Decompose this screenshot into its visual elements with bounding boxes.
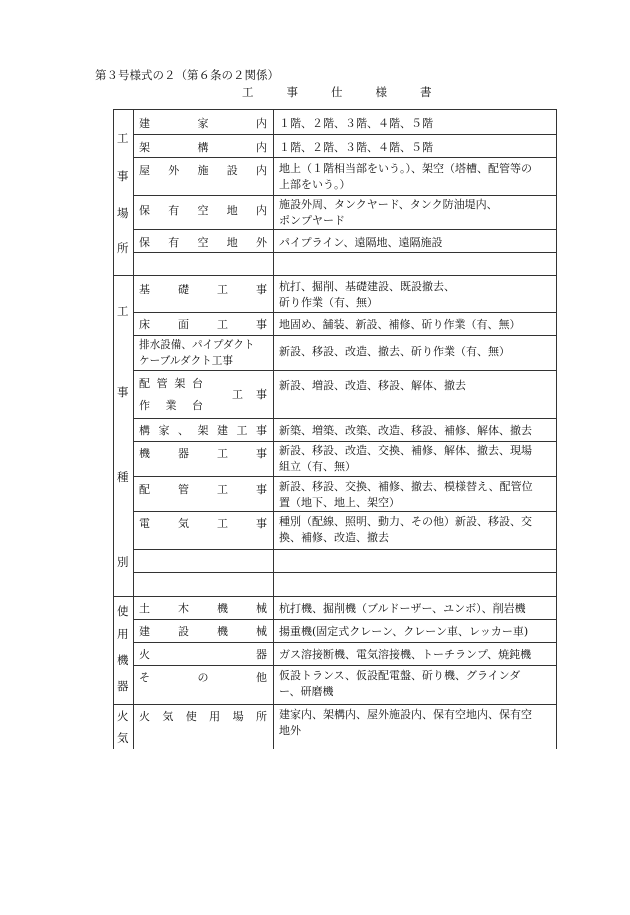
group-label-fire: 火 <box>117 709 129 723</box>
label-char: 外 <box>168 164 180 177</box>
form-number: 第３号様式の２（第６条の２関係） <box>95 68 279 82</box>
group-label-fire: 気 <box>117 731 129 745</box>
desc-line: 新設、移設、交換、補修、撤去、模様替え、配管位 <box>279 480 533 493</box>
row-separator <box>133 665 557 666</box>
label-char: 事 <box>256 424 267 437</box>
label-char: 有 <box>168 204 180 217</box>
row-separator <box>133 572 557 573</box>
desc-line: 換、補修、改造、撤去 <box>279 531 389 544</box>
row-label <box>139 670 267 686</box>
row-separator <box>133 229 557 230</box>
row-description <box>279 514 555 546</box>
label-char: 械 <box>256 602 267 615</box>
row-label <box>139 709 267 725</box>
label-char: 地 <box>226 204 238 217</box>
label-char: 内 <box>256 204 267 217</box>
row-label <box>139 601 267 617</box>
row-label-line: 排水設備、パイプダクト <box>139 339 255 351</box>
label-char: 内 <box>256 141 267 154</box>
desc-line: １階、２階、３階、４階、５階 <box>279 141 433 154</box>
column-divider <box>273 109 274 749</box>
label-char: 事 <box>256 483 267 496</box>
row-separator <box>133 312 557 313</box>
label-char: 火 <box>139 710 150 723</box>
row-label <box>232 387 267 403</box>
row-description <box>279 647 555 663</box>
row-separator <box>133 157 557 158</box>
label-char: 工 <box>217 318 228 331</box>
desc-line: １階、２階、３階、４階、５階 <box>279 117 433 130</box>
desc-line: 地固め、舗装、新設、補修、斫り作業（有、無） <box>279 318 521 331</box>
row-label <box>139 376 203 392</box>
group-label-equipment: 器 <box>117 679 129 693</box>
label-char: 械 <box>256 625 267 638</box>
label-char: 有 <box>168 236 180 249</box>
row-description <box>279 161 555 193</box>
label-char: そ <box>139 671 150 684</box>
label-char: 外 <box>256 236 267 249</box>
row-label <box>139 446 267 462</box>
label-char: 配 <box>139 377 150 390</box>
label-char: 使 <box>185 710 197 723</box>
label-char: 礎 <box>178 283 189 296</box>
desc-line: 新設、増設、改造、移設、解体、撤去 <box>279 379 466 392</box>
group-label-location: 所 <box>117 241 129 255</box>
label-char: 建 <box>139 117 150 130</box>
label-char: 機 <box>139 447 150 460</box>
row-description <box>279 668 555 700</box>
label-char: 工 <box>232 388 243 401</box>
row-description <box>279 116 555 132</box>
label-char: 作 <box>139 399 150 412</box>
label-char: 施 <box>197 164 209 177</box>
table-border-top <box>113 109 557 110</box>
group-label-kinds: 事 <box>117 385 129 399</box>
label-char: 設 <box>178 625 189 638</box>
label-char: 、 <box>178 424 189 437</box>
row-separator <box>133 252 557 253</box>
label-char: 他 <box>256 671 267 684</box>
group-label-equipment: 用 <box>117 627 129 641</box>
desc-line: 種別（配線、照明、動力、その他）新設、移設、交 <box>279 515 532 528</box>
desc-line: 新設、移設、改造、撤去、斫り作業（有、無） <box>279 345 510 358</box>
group-label-kinds: 種 <box>117 470 129 484</box>
desc-line: 地外 <box>279 724 301 737</box>
row-label <box>139 235 267 251</box>
row-description <box>279 197 555 229</box>
label-char: 事 <box>256 447 267 460</box>
row-description <box>279 378 555 394</box>
label-char: 架 <box>139 141 150 154</box>
label-char: 事 <box>256 388 267 401</box>
label-char: 架 <box>197 424 209 437</box>
row-label <box>139 203 267 219</box>
row-label <box>139 398 203 414</box>
label-char: 事 <box>256 318 267 331</box>
label-char: 機 <box>217 625 228 638</box>
desc-line: 揚重機(固定式クレーン、クレーン車、レッカー車) <box>279 625 529 638</box>
label-char: 配 <box>139 483 150 496</box>
row-label <box>139 116 267 132</box>
label-char: 家 <box>158 424 170 437</box>
row-separator <box>133 195 557 196</box>
label-char: 管 <box>178 483 189 496</box>
label-char: 火 <box>139 648 150 661</box>
row-description <box>279 235 555 251</box>
desc-line: ガス溶接断機、電気溶接機、トーチランプ、焼鈍機 <box>279 648 532 661</box>
row-description <box>279 443 555 475</box>
row-label <box>139 624 267 640</box>
desc-line: 置（地下、地上、架空） <box>279 496 400 509</box>
desc-line: 施設外周、タンクヤード、タンク防油堤内、 <box>279 198 498 211</box>
label-char: 所 <box>255 710 267 723</box>
label-char: 用 <box>209 710 221 723</box>
row-separator <box>133 549 557 550</box>
desc-line: 杭打、掘削、基礎建設、既設撤去、 <box>279 280 455 293</box>
group-separator <box>113 596 557 597</box>
label-char: 器 <box>178 447 189 460</box>
row-description <box>279 279 555 311</box>
group-label-equipment: 機 <box>117 653 129 667</box>
table-border-left <box>113 109 114 749</box>
label-char: 空 <box>197 204 209 217</box>
label-char: 内 <box>256 117 267 130</box>
label-char: 床 <box>139 318 150 331</box>
desc-line: 組立（有、無） <box>279 460 356 473</box>
desc-line: 上部をいう。） <box>279 178 351 191</box>
row-separator <box>133 441 557 442</box>
label-char: 面 <box>178 318 189 331</box>
label-char: 構 <box>139 424 150 437</box>
desc-line: パイプライン、遠隔地、遠隔施設 <box>279 236 443 249</box>
label-char: 工 <box>217 517 228 530</box>
row-separator <box>133 335 557 336</box>
desc-line: 斫り作業（有、無） <box>279 296 378 309</box>
row-description <box>279 423 555 439</box>
label-char: 架 <box>174 377 186 390</box>
label-char: 内 <box>256 164 267 177</box>
label-char: 気 <box>162 710 174 723</box>
label-char: 基 <box>139 283 150 296</box>
label-char: 管 <box>156 377 168 390</box>
row-description <box>279 140 555 156</box>
row-description <box>279 317 555 333</box>
row-description <box>279 479 555 511</box>
label-char: 気 <box>178 517 189 530</box>
desc-line: ー、研磨機 <box>279 685 334 698</box>
group-label-equipment: 使 <box>117 604 129 618</box>
label-char: 機 <box>217 602 228 615</box>
label-char: 台 <box>192 399 203 412</box>
label-char: 建 <box>217 424 228 437</box>
label-char: 土 <box>139 602 150 615</box>
label-char: 空 <box>197 236 209 249</box>
label-char: 工 <box>236 424 248 437</box>
desc-line: 仮設トランス、仮設配電盤、斫り機、グラインダ <box>279 669 521 682</box>
label-char: 器 <box>256 648 267 661</box>
row-label <box>139 482 267 498</box>
row-label <box>139 163 267 179</box>
label-char: 場 <box>232 710 244 723</box>
group-label-location: 場 <box>117 206 129 220</box>
label-char: の <box>197 671 209 684</box>
label-char: 設 <box>226 164 238 177</box>
desc-line: ポンプヤード <box>279 214 345 227</box>
row-description <box>279 344 555 360</box>
row-label <box>139 337 269 369</box>
row-label <box>139 516 267 532</box>
row-separator <box>133 418 557 419</box>
row-label <box>139 317 267 333</box>
label-char: 保 <box>139 236 150 249</box>
row-description <box>279 601 555 617</box>
group-label-kinds: 工 <box>117 304 129 318</box>
label-char: 工 <box>217 447 228 460</box>
group-separator <box>113 275 557 276</box>
label-char: 電 <box>139 517 150 530</box>
label-char: 木 <box>178 602 189 615</box>
table-border-right <box>556 109 557 749</box>
group-label-location: 工 <box>117 131 129 145</box>
label-char: 業 <box>165 399 177 412</box>
row-separator <box>133 642 557 643</box>
row-separator <box>133 476 557 477</box>
row-label <box>139 282 267 298</box>
group-separator <box>113 704 557 705</box>
label-char: 屋 <box>139 164 150 177</box>
label-char: 保 <box>139 204 150 217</box>
row-label-line: ケーブルダクト工事 <box>139 355 233 367</box>
row-label <box>139 140 267 156</box>
desc-line: 地上（１階相当部をいう。）、架空（塔槽、配管等の <box>279 162 532 175</box>
label-char: 構 <box>197 141 209 154</box>
row-label <box>139 423 267 439</box>
row-separator <box>133 134 557 135</box>
column-divider <box>133 109 134 749</box>
label-char: 工 <box>217 283 228 296</box>
label-char: 事 <box>256 283 267 296</box>
group-label-location: 事 <box>117 169 129 183</box>
desc-line: 杭打機、掘削機（ブルドーザー、ユンボ）、削岩機 <box>279 602 526 615</box>
group-label-kinds: 別 <box>117 555 129 569</box>
row-description <box>279 707 555 739</box>
label-char: 工 <box>217 483 228 496</box>
label-char: 地 <box>226 236 238 249</box>
label-char: 建 <box>139 625 150 638</box>
row-description <box>279 624 555 640</box>
label-char: 家 <box>197 117 209 130</box>
row-label <box>139 647 267 663</box>
desc-line: 新設、移設、改造、交換、補修、解体、撤去、現場 <box>279 444 532 457</box>
desc-line: 建家内、架構内、屋外施設内、保有空地内、保有空 <box>279 708 532 721</box>
row-separator <box>133 370 557 371</box>
desc-line: 新築、増築、改築、改造、移設、補修、解体、撤去 <box>279 424 532 437</box>
row-separator <box>133 619 557 620</box>
label-char: 台 <box>191 377 203 390</box>
label-char: 事 <box>256 517 267 530</box>
row-separator <box>133 511 557 512</box>
document-title: 工事仕様書 <box>242 85 465 99</box>
